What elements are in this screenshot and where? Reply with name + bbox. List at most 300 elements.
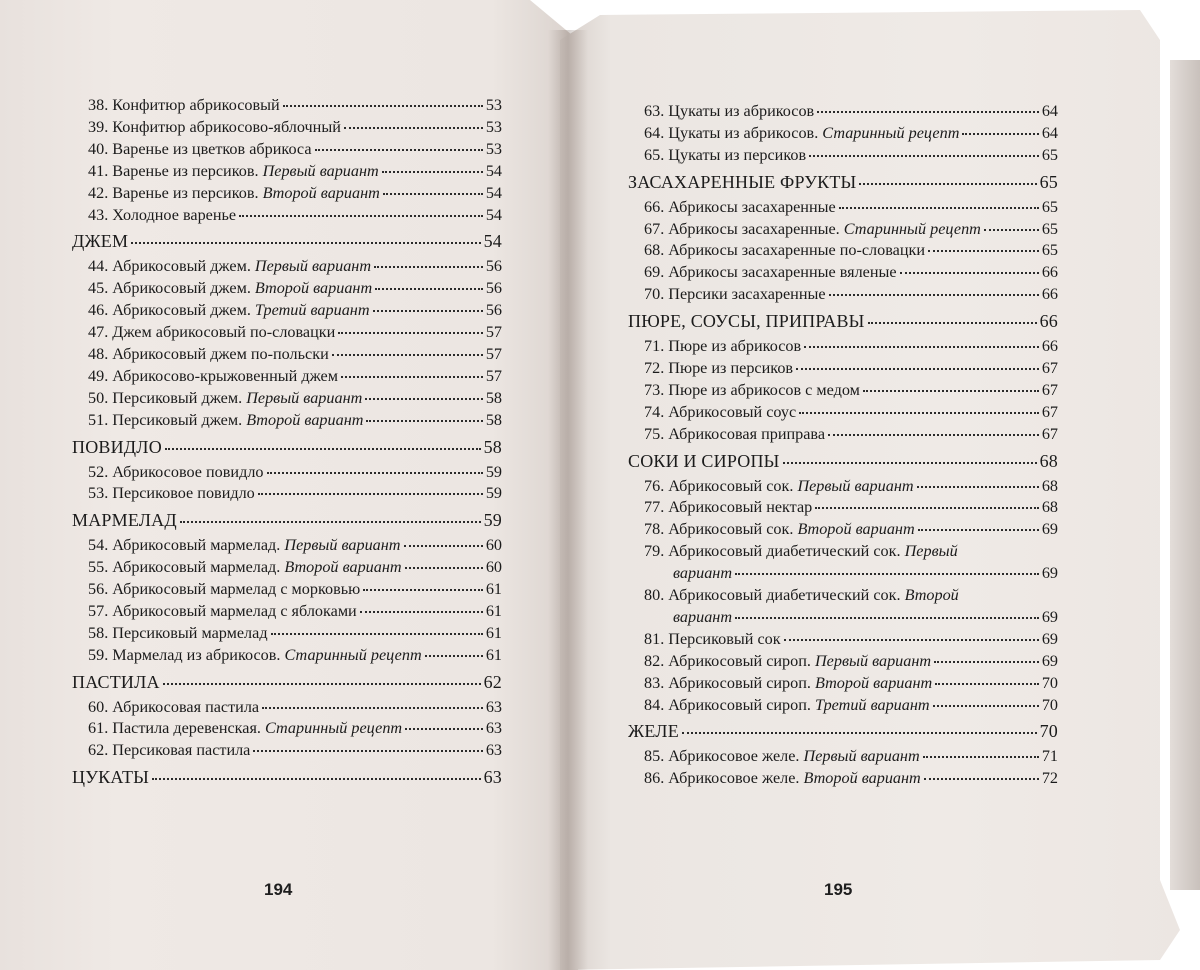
dot-leader [817, 111, 1039, 113]
entry-title [644, 197, 836, 219]
page-ref: 54 [485, 183, 502, 202]
page-ref: 63 [485, 719, 502, 738]
page-ref: 60 [485, 558, 502, 577]
dot-leader [682, 732, 1037, 734]
dot-leader [365, 398, 482, 400]
entry-title [644, 101, 814, 123]
dot-leader [900, 272, 1039, 274]
page-ref: 64 [1041, 102, 1058, 120]
dot-leader [425, 655, 483, 657]
entry-title [88, 697, 259, 719]
entry-variant: Первый вариант [814, 651, 932, 670]
entry-title [644, 673, 932, 695]
page-ref: 59 [485, 462, 502, 481]
entry-text: 42. Варенье из персиков. [88, 183, 263, 202]
entry-title [644, 424, 825, 446]
entry-variant: Второй вариант [262, 183, 380, 202]
page-ref: 72 [1041, 769, 1058, 788]
toc-entry [72, 740, 502, 762]
dot-leader [258, 493, 483, 495]
entry-title [644, 262, 897, 284]
dot-leader [984, 229, 1039, 231]
entry-text: 86. Абрикосовое желе. [644, 769, 804, 788]
entry-title [644, 651, 931, 673]
entry-text: 84. Абрикосовый сироп. [644, 695, 815, 714]
entry-variant: Третий вариант [254, 301, 370, 320]
toc-section [72, 510, 502, 532]
dot-leader [924, 778, 1039, 780]
entry-variant: Первый вариант [246, 388, 363, 407]
entry-text: 47. Джем абрикосовый по-словацки [88, 323, 336, 342]
page-ref: 67 [1041, 424, 1058, 443]
section-title [628, 451, 780, 473]
dot-leader [283, 105, 483, 107]
entry-variant: Второй вариант [254, 279, 373, 298]
dot-leader [933, 705, 1039, 707]
page-ref: 57 [485, 323, 502, 342]
dot-leader [863, 390, 1039, 392]
toc-entry [628, 585, 1058, 607]
dot-leader [784, 639, 1039, 641]
page-ref: 54 [485, 205, 502, 224]
toc-entry [72, 410, 502, 432]
page-ref: 59 [485, 484, 502, 503]
page-ref: 58 [485, 388, 502, 407]
page-ref: 69 [1041, 607, 1058, 626]
dot-leader [405, 728, 483, 730]
entry-text: МАРМЕЛАД [72, 510, 177, 531]
entry-title [644, 336, 801, 358]
toc-entry [72, 161, 502, 183]
toc-entry [72, 205, 502, 227]
toc-entry [628, 336, 1058, 358]
dot-leader [344, 127, 483, 129]
page-ref: 57 [485, 366, 502, 385]
dot-leader [404, 545, 483, 547]
page-ref: 69 [1041, 520, 1058, 539]
toc-entry [72, 366, 502, 388]
dot-leader [267, 472, 483, 474]
toc-entry [628, 607, 1058, 629]
entry-text: ПАСТИЛА [72, 671, 160, 692]
toc-entry [628, 145, 1058, 167]
entry-variant: Первый вариант [284, 536, 401, 555]
entry-text: 58. Персиковый мармелад [88, 623, 268, 642]
entry-title [644, 402, 796, 424]
page-ref: 61 [485, 623, 502, 642]
entry-text: 50. Персиковый джем. [88, 388, 247, 407]
page-ref: 60 [485, 536, 502, 555]
entry-title [644, 519, 915, 541]
entry-title [88, 139, 312, 161]
toc-entry [72, 388, 502, 410]
entry-text: 78. Абрикосовый сок. [644, 520, 798, 539]
entry-title [88, 579, 360, 601]
entry-title [644, 629, 781, 651]
page-ref: 56 [485, 301, 502, 320]
section-title [628, 311, 865, 333]
entry-text: ПОВИДЛО [72, 436, 162, 457]
page-ref: 63 [485, 741, 502, 760]
dot-leader [383, 193, 483, 195]
dot-leader [360, 611, 483, 613]
entry-title [673, 563, 732, 585]
entry-variant: Первый вариант [803, 747, 920, 766]
toc-entry [72, 139, 502, 161]
toc-entry [628, 563, 1058, 585]
toc-entry [72, 278, 502, 300]
entry-text: 74. Абрикосовый соус [644, 402, 797, 421]
dot-leader [332, 354, 483, 356]
entry-text: ПЮРЕ, СОУСЫ, ПРИПРАВЫ [628, 311, 865, 332]
book-spine [548, 30, 588, 970]
toc-entry [72, 535, 502, 557]
entry-title [644, 240, 925, 262]
entry-text: ЦУКАТЫ [72, 767, 150, 788]
toc-entry [72, 623, 502, 645]
dot-leader [315, 149, 483, 151]
page-ref: 54 [483, 231, 502, 252]
entry-variant: Второй вариант [246, 410, 364, 429]
entry-variant: Второй вариант [814, 673, 933, 692]
entry-title [644, 585, 959, 607]
toc-entry [72, 462, 502, 484]
dot-leader [796, 368, 1039, 370]
page-ref: 65 [1041, 219, 1058, 238]
page-ref: 65 [1041, 145, 1058, 164]
entry-title [88, 366, 338, 388]
entry-title [88, 410, 363, 432]
toc-entry [628, 497, 1058, 519]
entry-text: 66. Абрикосы засахаренные [644, 197, 836, 216]
entry-text: 54. Абрикосовый мармелад. [88, 536, 285, 555]
dot-leader [917, 486, 1039, 488]
section-title [72, 672, 160, 694]
entry-title [644, 695, 930, 717]
entry-title [644, 497, 812, 519]
entry-text: ЖЕЛЕ [628, 721, 679, 742]
dot-leader [366, 420, 482, 422]
entry-text: 71. Пюре из абрикосов [644, 337, 802, 356]
dot-leader [928, 250, 1039, 252]
entry-text: 52. Абрикосовое повидло [88, 462, 264, 481]
entry-text: 80. Абрикосовый диабетический сок. [644, 586, 905, 605]
page-ref: 66 [1041, 285, 1058, 304]
toc-entry [628, 424, 1058, 446]
page-ref: 69 [1041, 629, 1058, 648]
entry-text: 69. Абрикосы засахаренные вяленые [644, 263, 897, 282]
entry-title [88, 256, 371, 278]
entry-text: 57. Абрикосовый мармелад с яблоками [88, 601, 357, 620]
dot-leader [131, 242, 480, 244]
dot-leader [363, 589, 483, 591]
entry-text: 45. Абрикосовый джем. [88, 279, 255, 298]
entry-title [88, 183, 380, 205]
entry-title [644, 145, 806, 167]
dot-leader [152, 778, 481, 780]
entry-variant: Первый вариант [262, 161, 379, 180]
entry-variant: Второй вариант [797, 520, 915, 539]
section-title [72, 231, 128, 253]
dot-leader [373, 310, 483, 312]
dot-leader [809, 155, 1039, 157]
entry-title [644, 284, 826, 306]
entry-variant: Первый вариант [797, 476, 914, 495]
dot-leader [338, 332, 483, 334]
entry-title [644, 746, 920, 768]
page-number-right: 195 [824, 880, 853, 899]
dot-leader [859, 183, 1036, 185]
entry-title [88, 557, 402, 579]
entry-text: 60. Абрикосовая пастила [88, 697, 260, 716]
toc-entry [628, 240, 1058, 262]
entry-variant: Старинный рецепт [822, 123, 960, 142]
entry-variant: Третий вариант [814, 695, 930, 714]
page-ref: 58 [483, 436, 502, 457]
toc-entry [72, 645, 502, 667]
entry-title [88, 278, 372, 300]
entry-variant: Второй вариант [284, 558, 402, 577]
page-stack-edge [1170, 60, 1200, 890]
section-title [72, 510, 177, 532]
page-ref: 61 [485, 601, 502, 620]
entry-variant: Второй вариант [803, 769, 921, 788]
toc-entry [628, 476, 1058, 498]
entry-title [644, 541, 958, 563]
entry-text: 40. Варенье из цветков абрикоса [88, 139, 312, 158]
page-ref: 68 [1041, 498, 1058, 517]
toc-entry [72, 256, 502, 278]
toc-entry [628, 284, 1058, 306]
page-ref: 63 [483, 767, 502, 788]
dot-leader [962, 133, 1038, 135]
dot-leader [374, 266, 483, 268]
entry-title [88, 718, 402, 740]
toc-section [72, 767, 502, 789]
entry-text: 83. Абрикосовый сироп. [644, 673, 815, 692]
entry-variant: Первый вариант [254, 257, 372, 276]
entry-text: 43. Холодное варенье [88, 205, 237, 224]
page-ref: 61 [485, 645, 502, 664]
entry-title [644, 768, 921, 790]
entry-text: 65. Цукаты из персиков [644, 145, 807, 164]
toc-entry [628, 402, 1058, 424]
dot-leader [783, 462, 1037, 464]
dot-leader [180, 521, 481, 523]
entry-text: 79. Абрикосовый диабетический сок. [644, 542, 905, 561]
toc-entry [628, 123, 1058, 145]
page-ref: 61 [485, 580, 502, 599]
dot-leader [163, 683, 481, 685]
page-ref: 59 [483, 510, 502, 531]
toc-entry [72, 697, 502, 719]
dot-leader [799, 412, 1039, 414]
entry-text: 56. Абрикосовый мармелад с морковью [88, 580, 361, 599]
entry-title [88, 623, 268, 645]
dot-leader [804, 346, 1039, 348]
page-ref: 63 [485, 697, 502, 716]
entry-variant: вариант [673, 564, 733, 583]
entry-text: 46. Абрикосовый джем. [88, 301, 255, 320]
toc-entry [628, 629, 1058, 651]
entry-text: 53. Персиковое повидло [88, 484, 255, 503]
dot-leader [239, 215, 483, 217]
entry-title [88, 300, 370, 322]
toc-entry [72, 117, 502, 139]
toc-entry [72, 483, 502, 505]
entry-variant: Второй [904, 586, 959, 605]
entry-title [88, 117, 341, 139]
entry-text: 51. Персиковый джем. [88, 410, 247, 429]
entry-text: ДЖЕМ [72, 231, 129, 252]
page-ref: 68 [1039, 450, 1058, 471]
page-ref: 67 [1041, 358, 1058, 377]
dot-leader [815, 507, 1039, 509]
entry-text: 62. Персиковая пастила [88, 741, 251, 760]
toc-section [628, 721, 1058, 743]
toc-entry [72, 95, 502, 117]
toc-entry [72, 183, 502, 205]
entry-title [88, 205, 236, 227]
toc-section [628, 451, 1058, 473]
page-ref: 56 [485, 279, 502, 298]
toc-entry [628, 651, 1058, 673]
page-ref: 62 [483, 671, 502, 692]
toc-entry [72, 300, 502, 322]
dot-leader [253, 750, 482, 752]
entry-text: 44. Абрикосовый джем. [88, 257, 255, 276]
toc-entry [72, 579, 502, 601]
toc-entry [72, 557, 502, 579]
dot-leader [935, 683, 1039, 685]
toc-entry [628, 695, 1058, 717]
entry-title [88, 601, 357, 623]
toc-section [628, 172, 1058, 194]
page-ref: 57 [485, 344, 502, 363]
dot-leader [405, 567, 483, 569]
toc-entry [628, 541, 1058, 563]
page-ref: 66 [1041, 263, 1058, 282]
page-ref: 65 [1041, 241, 1058, 260]
entry-title [88, 95, 280, 117]
dot-leader [382, 171, 483, 173]
entry-text: 59. Мармелад из абрикосов. [88, 645, 285, 664]
dot-leader [262, 707, 483, 709]
toc-section [628, 311, 1058, 333]
page-ref: 66 [1041, 337, 1058, 356]
page-ref: 66 [1039, 311, 1058, 332]
entry-variant: Первый [904, 542, 958, 561]
entry-variant: Старинный рецепт [843, 219, 981, 238]
section-title [72, 437, 162, 459]
dot-leader [934, 661, 1039, 663]
dot-leader [165, 448, 481, 450]
toc-section [72, 672, 502, 694]
page-ref: 53 [485, 96, 502, 114]
page-ref: 56 [485, 257, 502, 276]
page-ref: 58 [485, 410, 502, 429]
entry-text: 55. Абрикосовый мармелад. [88, 558, 285, 577]
entry-text: 82. Абрикосовый сироп. [644, 651, 815, 670]
toc-entry [72, 601, 502, 623]
dot-leader [735, 617, 1039, 619]
entry-title [644, 358, 793, 380]
page-ref: 69 [1041, 564, 1058, 583]
left-toc [72, 95, 502, 792]
entry-text: ЗАСАХАРЕННЫЕ ФРУКТЫ [628, 171, 857, 192]
dot-leader [868, 322, 1037, 324]
page-ref: 54 [485, 161, 502, 180]
page-ref: 68 [1041, 476, 1058, 495]
entry-text: 85. Абрикосовое желе. [644, 747, 804, 766]
toc-section [72, 231, 502, 253]
toc-entry [628, 219, 1058, 241]
entry-title [644, 123, 959, 145]
entry-variant: Старинный рецепт [265, 719, 403, 738]
page-ref: 53 [485, 117, 502, 136]
entry-text: 63. Цукаты из абрикосов [644, 102, 815, 120]
dot-leader [923, 756, 1039, 758]
entry-text: 72. Пюре из персиков [644, 358, 794, 377]
section-title [628, 172, 856, 194]
page-ref: 65 [1041, 197, 1058, 216]
page-ref: 71 [1041, 747, 1058, 766]
entry-text: 41. Варенье из персиков. [88, 161, 263, 180]
page-ref: 65 [1039, 171, 1058, 192]
entry-text: 81. Персиковый сок [644, 629, 781, 648]
entry-title [644, 476, 914, 498]
dot-leader [375, 288, 483, 290]
entry-title [673, 607, 732, 629]
entry-title [88, 740, 250, 762]
toc-entry [72, 718, 502, 740]
page-number-left: 194 [264, 880, 293, 899]
page-ref: 70 [1039, 721, 1058, 742]
section-title [72, 767, 149, 789]
dot-leader [735, 573, 1039, 575]
dot-leader [918, 529, 1039, 531]
entry-variant: Старинный рецепт [284, 645, 422, 664]
toc-entry [628, 197, 1058, 219]
entry-title [88, 388, 362, 410]
dot-leader [828, 434, 1039, 436]
dot-leader [341, 376, 483, 378]
entry-title [88, 462, 264, 484]
toc-entry [628, 768, 1058, 790]
entry-text: 61. Пастила деревенская. [88, 719, 266, 738]
dot-leader [839, 207, 1039, 209]
section-title [628, 721, 679, 743]
entry-text: 68. Абрикосы засахаренные по-словацки [644, 241, 926, 260]
entry-text: 38. Конфитюр абрикосовый [88, 96, 280, 114]
entry-text: 64. Цукаты из абрикосов. [644, 123, 823, 142]
page-ref: 53 [485, 139, 502, 158]
entry-text: 75. Абрикосовая приправа [644, 424, 826, 443]
toc-entry [628, 101, 1058, 123]
entry-text: 49. Абрикосово-крыжовенный джем [88, 366, 338, 385]
dot-leader [829, 294, 1039, 296]
entry-title [88, 483, 255, 505]
entry-title [88, 344, 329, 366]
toc-entry [628, 262, 1058, 284]
toc-entry [628, 380, 1058, 402]
page-ref: 64 [1041, 123, 1058, 142]
entry-title [644, 219, 981, 241]
entry-text: 39. Конфитюр абрикосово-яблочный [88, 117, 341, 136]
toc-entry [628, 519, 1058, 541]
page-ref: 69 [1041, 651, 1058, 670]
toc-entry [628, 746, 1058, 768]
